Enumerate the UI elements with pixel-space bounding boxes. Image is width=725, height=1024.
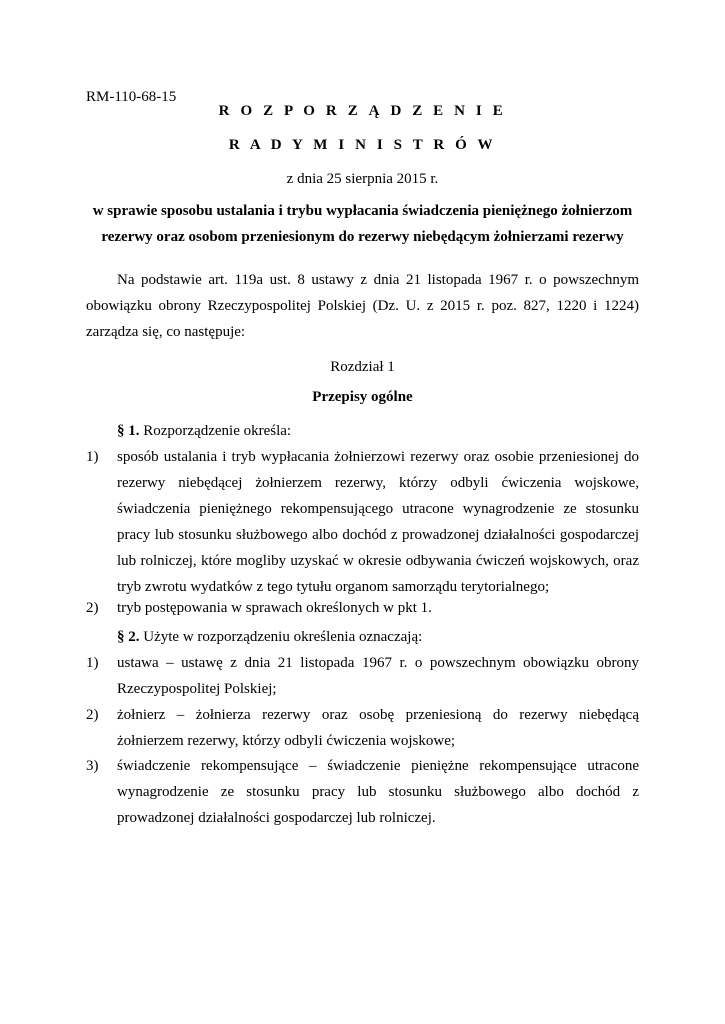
paragraph-1-item-2 — [86, 595, 639, 621]
preamble: Na podstawie art. 119a ust. 8 ustawy z dnia 21 listopada 1967 r. o powszechnym obowiązku obrony Rzeczypospolitej Polskiej (Dz. U. z 2015 r. poz. 827, 1220 i 1224) zarządza się, co następuje: — [86, 272, 639, 340]
paragraph-2-intro-text: Użyte w rozporządzeniu określenia oznaczają: — [139, 629, 423, 645]
chapter-title: Przepisy ogólne — [312, 389, 413, 405]
list-item-text: ustawa – ustawę z dnia 21 listopada 1967 r. o powszechnym obowiązku obrony Rzeczypospolitej Polskiej; — [117, 655, 639, 697]
paragraph-2-item-1 — [86, 650, 639, 702]
paragraph-2-item-3 — [86, 753, 639, 831]
paragraph-2-intro — [86, 624, 639, 650]
list-item-text: sposób ustalania i tryb wypłacania żołnierzowi rezerwy oraz osobie przeniesionej do rezerwy niebędącej żołnierzem rezerwy, którzy odbyli ćwiczenia wojskowe, świadczenia pieniężnego rekompensującego utracone wynagrodzenie ze stosunku pracy lub stosunku służbowego albo dochód z prowadzonej działalności gospodarczej lub rolniczej, które mogliby uzyskać w okresie odbywania ćwiczeń wojskowych, oraz tryb zwrotu wydatków z tego tytułu organom samorządu terytorialnego; — [117, 449, 639, 595]
paragraph-1-intro — [86, 418, 639, 444]
list-item-text: świadczenie rekompensujące – świadczenie pieniężne rekompensujące utracone wynagrodzenie ze stosunku pracy lub stosunku służbowego albo dochód z prowadzonej działalności gospodarczej lub rolniczej. — [117, 758, 639, 826]
paragraph-2-item-2 — [86, 702, 639, 754]
document-subtitle: R A D Y M I N I S T R Ó W — [228, 137, 497, 153]
paragraph-1-intro-text: Rozporządzenie określa: — [139, 423, 292, 439]
paragraph-1-mark: § 1. — [117, 423, 140, 439]
subject-line-2: rezerwy oraz osobom przeniesionym do rezerwy niebędącym żołnierzami rezerwy — [101, 229, 624, 245]
document-reference: RM-110-68-15 — [86, 89, 177, 105]
subject-line-1: w sprawie sposobu ustalania i trybu wypłacania świadczenia pieniężnego żołnierzom — [92, 203, 633, 219]
chapter-number: Rozdział 1 — [330, 359, 395, 375]
list-item-number: 3) — [86, 758, 99, 774]
document-title: R O Z P O R Z Ą D Z E N I E — [218, 103, 507, 119]
paragraph-2-mark: § 2. — [117, 629, 140, 645]
list-item-number: 2) — [86, 600, 99, 616]
list-item-number: 2) — [86, 707, 99, 723]
list-item-text: tryb postępowania w sprawach określonych w pkt 1. — [117, 600, 432, 616]
list-item-number: 1) — [86, 449, 99, 465]
list-item-number: 1) — [86, 655, 99, 671]
paragraph-1-item-1 — [86, 444, 639, 600]
document-date: z dnia 25 sierpnia 2015 r. — [286, 171, 439, 187]
list-item-text: żołnierz – żołnierza rezerwy oraz osobę przeniesioną do rezerwy niebędącą żołnierzem rezerwy, którzy odbyli ćwiczenia wojskowe; — [117, 707, 639, 749]
